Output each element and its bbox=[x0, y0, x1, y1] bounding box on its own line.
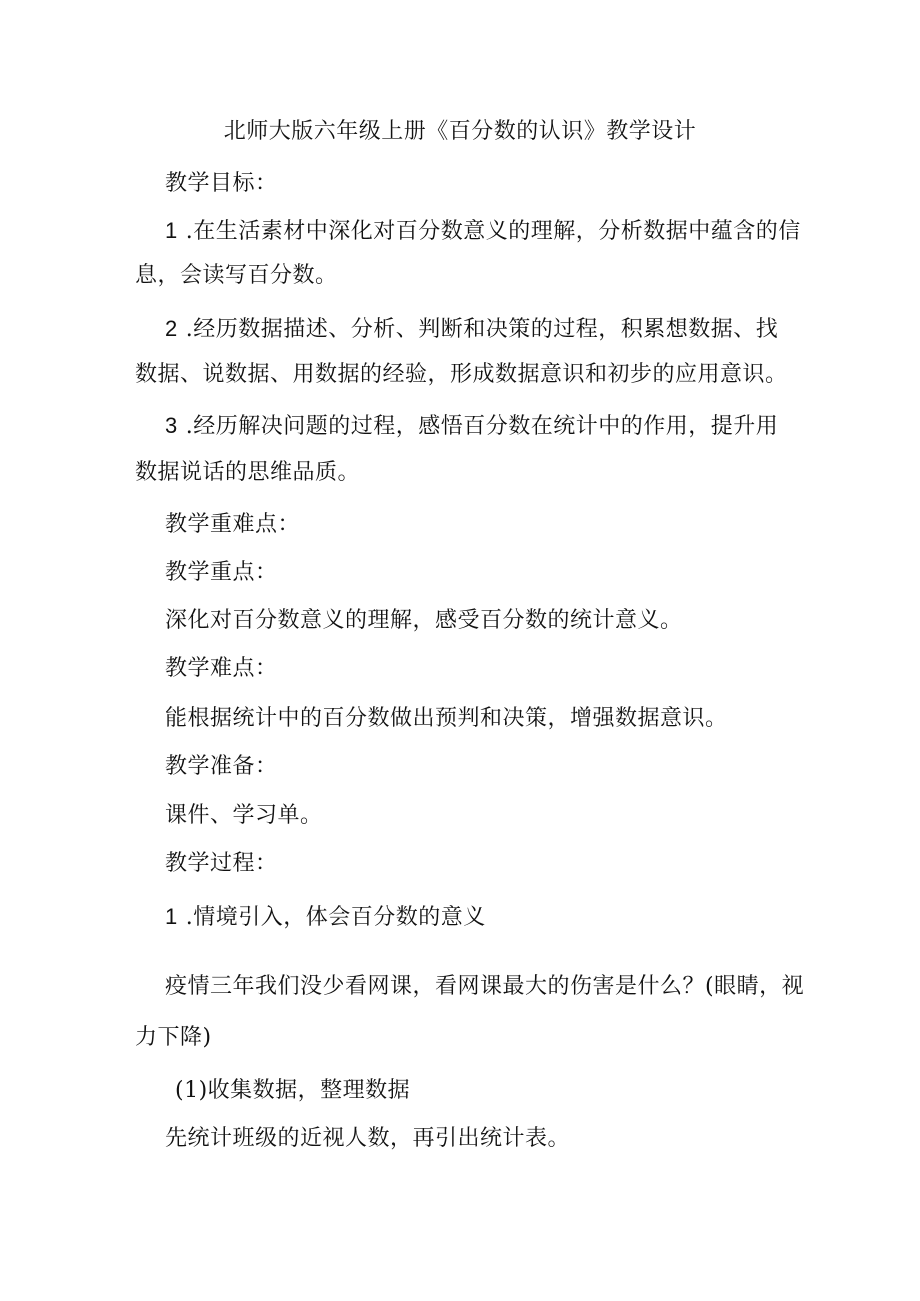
objective-1-line-2: 息，会读写百分数。 bbox=[135, 263, 338, 288]
key-heading: 教学重点： bbox=[165, 560, 278, 585]
prep-text: 课件、学习单。 bbox=[165, 803, 323, 828]
intro-line-2: 力下降) bbox=[135, 1025, 212, 1050]
process-step-1-text: .情境引入，体会百分数的意义 bbox=[185, 905, 486, 930]
intro-line-1: 疫情三年我们没少看网课，看网课最大的伤害是什么？(眼睛，视 bbox=[165, 974, 805, 999]
objective-3-number: 3 bbox=[165, 413, 178, 438]
objective-1-number: 1 bbox=[165, 218, 178, 243]
objective-2-line-1 bbox=[165, 316, 778, 343]
objective-1-line-1 bbox=[165, 218, 801, 245]
objectives-heading: 教学目标： bbox=[165, 171, 278, 196]
objective-1-text: .在生活素材中深化对百分数意义的理解，分析数据中蕴含的信 bbox=[185, 219, 801, 244]
objective-3-line-1 bbox=[165, 413, 778, 440]
objective-2-number: 2 bbox=[165, 316, 178, 341]
objective-3-line-2: 数据说话的思维品质。 bbox=[135, 460, 361, 485]
difficult-heading: 教学难点： bbox=[165, 656, 278, 681]
objective-2-line-2: 数据、说数据、用数据的经验，形成数据意识和初步的应用意识。 bbox=[135, 362, 788, 387]
process-heading: 教学过程： bbox=[165, 851, 278, 876]
sub-step-text: 先统计班级的近视人数，再引出统计表。 bbox=[165, 1126, 571, 1151]
objective-3-text: .经历解决问题的过程，感悟百分数在统计中的作用，提升用 bbox=[185, 414, 779, 439]
difficult-text: 能根据统计中的百分数做出预判和决策，增强数据意识。 bbox=[165, 706, 728, 731]
document-title: 北师大版六年级上册《百分数的认识》教学设计 bbox=[223, 119, 697, 144]
prep-heading: 教学准备： bbox=[165, 754, 278, 779]
process-step-1 bbox=[165, 904, 486, 931]
key-difficult-heading: 教学重难点： bbox=[165, 512, 301, 537]
sub-step-heading: (1)收集数据，整理数据 bbox=[175, 1078, 411, 1103]
objective-2-text: .经历数据描述、分析、判断和决策的过程，积累想数据、找 bbox=[185, 317, 779, 342]
process-step-1-number: 1 bbox=[165, 904, 178, 929]
key-text: 深化对百分数意义的理解，感受百分数的统计意义。 bbox=[165, 608, 683, 633]
